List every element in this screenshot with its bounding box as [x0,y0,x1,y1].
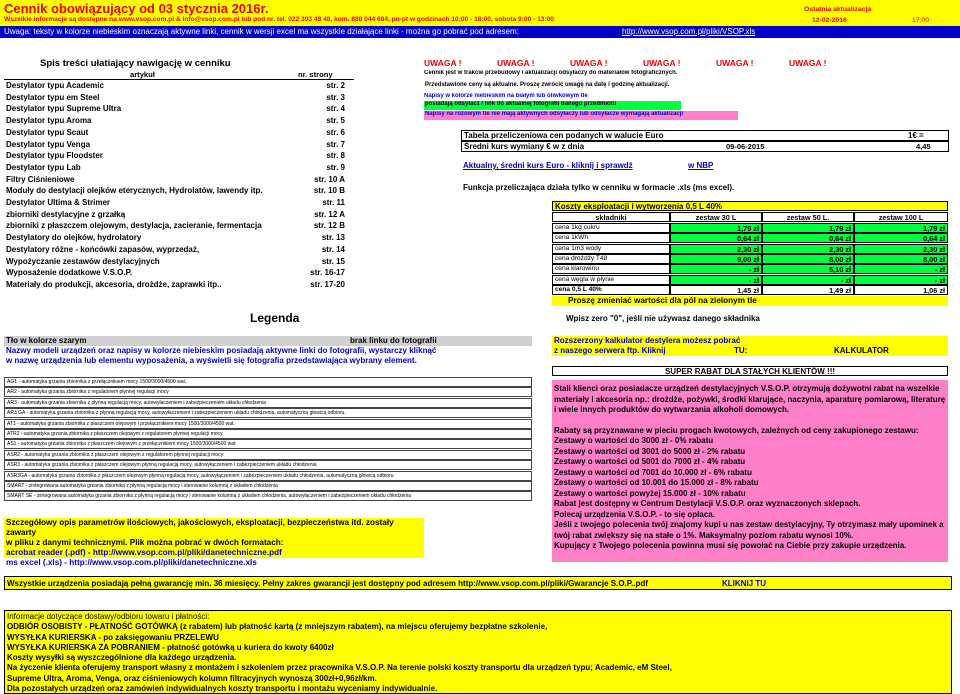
toc-item[interactable] [6,210,351,222]
cost-value: 1,79 zł [762,223,854,233]
cost-value: 9,00 zł [670,254,762,264]
shipping-line: WYSYŁKA KURIERSKA - po zaksięgowaniu PRZELEWU [7,632,219,642]
toc-item-page: str. 5 [326,116,345,126]
euro-link[interactable]: Aktualny, średni kurs Euro - kliknij i sprawdź [463,161,633,170]
toc-item-label: Destylator typu Venga [6,139,91,149]
toc-item-page: str. 13 [321,233,345,243]
promo-tiers [554,436,946,520]
toc-item-label: Materiały do produkcji, akcesoria, drożdże, zaprawki itp.. [6,279,222,289]
cost-value: 0,64 zł [762,233,854,243]
toc-item-label: Destylatory do olejków, hydrolatory [6,233,142,243]
cost-value: - zł [670,275,762,285]
legend-bg-label: Tło w kolorze szarym [6,336,87,345]
toc-item-label: Filtry Ciśnieniowe [6,174,75,184]
promo-tier: Zestawy o wartości powyżej 15.000 zł - 10% rabatu [554,488,746,498]
toc-item[interactable] [6,104,351,116]
warning-label: UWAGA ! [643,58,681,68]
toc-item-page: str. 15 [321,256,345,266]
shipping-line: ODBIÓR OSOBISTY - PŁATNOŚĆ GOTÓWKĄ (z rabatem) lub płatność kartą (z mniejszym rabatem), na miejscu oferujemy bezpłatne szkolenie, [7,622,548,632]
toc-item[interactable] [6,245,351,257]
note-prices [424,81,834,91]
promo-p4: Kupujący z Twojego polecenia powinna musi się powołać na Ciebie przy zakupie urządzenia. [554,541,907,550]
toc-item[interactable] [6,198,351,210]
docs-line-2: w pliku z danymi technicznymi. Plik można pobrać w dwóch formatach: [6,538,284,547]
cost-value: - zł [762,275,854,285]
promo-box [552,380,948,562]
toc-item-page: str. 12 B [313,221,345,231]
rate-value: 4,45 [916,142,931,151]
promo-title: SUPER RABAT DLA STAŁYCH KLIENTÓW !!! [552,366,948,376]
calc-line-2: z naszego serwera ftp. Kliknij [554,346,666,355]
costs-header: zestaw 30 L [670,212,762,222]
cost-item-label: cena 1m3 wody [552,244,670,254]
toc-item[interactable] [6,280,351,292]
toc-item-page: str. 8 [326,151,345,161]
toc-item-label: Wypożyczanie zestawów destylacyjnych [6,256,160,266]
toc-item-label: Destylator typu em Steel [6,92,100,102]
promo-p1: Stali klienci oraz posiadacze urządzeń destylacyjnych V.S.O.P. otrzymują dożywotni rabat na wszelkie materiały i akcesoria np.: drożdże, pożywki, środki klarujące, naczynia, aparaturę pomiarową, literaturę i wiele innych produktów do wytwarzania alkoholi domowych. [554,384,946,414]
promo-tier: Rabat jest dostępny w Centrum Destylacji V.S.O.P. oraz wyznaczonych sklepach. [554,499,861,508]
promo-tier: Zestawy o wartości od 10.001 do 15.000 zł - 8% rabatu [554,478,759,487]
cost-item-label: cena 1kg cukru [552,223,670,233]
toc-item-label: Destylator typu Supreme Ultra [6,104,122,114]
toc-item[interactable] [6,140,351,152]
warranty-text: Wszystkie urządzenia posiadają pełną gwarancję min. 36 miesięcy. Pełny zakres gwarancji jest dostępny pod adresem http://www.vsop.com.pl/pliki/Gwarancje S.O.P..pdf [7,579,648,588]
toc-col-page: nr. strony [298,70,333,79]
toc-item-label: Destylator Ultima & Strimer [6,198,111,207]
cost-value: 0,64 zł [854,233,948,243]
legend-line-2: w nazwę urządzenia lub elementu wyposażenia, a wyświetli się fotografia przedstawiająca wybrany element. [6,356,417,365]
currency-eq: 1€ = [908,131,924,140]
toc-item-page: str. 4 [326,104,345,114]
xls-link[interactable]: http://www.vsop.com.pl/pliki/VSOP.xls [622,27,756,36]
currency-rate-row [461,141,949,152]
toc-item-label: Wyposażenie dodatkowe V.S.O.P. [6,268,133,278]
toc-item-page: str. 7 [326,139,345,149]
toc-divider [4,79,354,80]
cost-item-label: cena drożdży T48 [552,254,670,264]
cost-value: 5,10 zł [762,264,854,274]
last-update-date: 12-02-2016 [812,17,847,24]
promo-p3: Jeśli z twojego polecenia twój znajomy kupi u nas zestaw destylacyjny, Ty otrzymasz mały upominek a twój rabat zwiększy się na stałe o 1%. Maksymalny poziom rabatu wynosi 10%. [554,520,944,540]
legend-title: Legenda [250,311,300,325]
shipping-box [4,610,952,694]
warning-row [424,58,960,68]
toc-item-page: str. 10 B [313,186,345,196]
note-rebuild: Cennik jest w trakcie przebudowy i aktualizacji odsyłaczy do materiałów fotograficznych. [424,70,678,76]
legend-code: AG1 - automatyka grzania zbiornika z przełącznikiem mocy 1500/3000/4500 wat, [4,377,532,387]
shipping-line: WYSYŁKA KURIERSKA ZA POBRANIEM - płatność gotówką u kuriera do kwoty 6400zł [7,642,334,652]
cost-item-label: cena klarowinu [552,264,670,274]
toc-item-page: str. 9 [326,162,345,172]
promo-tier: Zestawy o wartości od 5001 do 7000 zł - 4% rabatu [554,457,746,466]
costs-title: Koszty eksploatacji i wytworzenia 0,5 L 40% [552,201,948,211]
toc-item[interactable] [6,93,351,105]
promo-tier: Polecaj urządzenia V.S.O.P. - to się opłaca. [554,509,715,519]
toc-item[interactable] [6,257,351,269]
legend-code: AS1 - automatyka grzania zbiornika z płaszczem olejowym z przełącznikiem mocy 1500/3000/4500 wat [4,439,532,449]
toc-item[interactable] [6,151,351,163]
toc-item[interactable] [6,221,351,233]
note-link: posiadają odsyłacz / link do aktualnej fotografii danego przedmiotu [424,101,681,110]
cost-value: 0,64 zł [670,233,762,243]
toc-item-label: zbiorniki z płaszczem olejowym, destylacja, zacieranie, fermentacja [6,221,262,231]
legend-code: ASR3 - automatyka grzania zbiornika z płaszczem olejowym płynną regulacją mocy, autowyłączeniem i zabezpieczeniem układu chłodzenia [4,460,532,470]
promo-p2: Rabaty są przyznawane w pieciu progach kwotowych, zależnych od ceny zakupionego zestawu: [554,425,919,435]
cost-value: 2,30 zł [762,244,854,254]
toc-item-page: str. 3 [326,92,345,102]
toc-item[interactable] [6,116,351,128]
toc-item-label: zbiorniki destylacyjne z grzałką [6,209,126,219]
cost-value: 2,30 zł [854,244,948,254]
promo-tier: Zestawy o wartości od 3001 do 5000 zł - 2% rabatu [554,446,746,456]
cost-value: 8,00 zł [854,254,948,264]
cost-item-label: cena 1kWh [552,233,670,243]
docs-xls-link[interactable]: ms excel (.xls) - http://www.vsop.com.pl/pliki/danetechniczne.xls [6,558,257,567]
cost-value: 2,30 zł [670,244,762,254]
toc-item-label: Destylatory różne - końcówki zapasów, wyprzedaż, [6,244,200,254]
calc-tu: TU: [734,346,748,355]
toc-item-label: Destylator typu Lab [6,162,81,172]
cost-value: 1,79 zł [670,223,762,233]
toc-item[interactable] [6,128,351,140]
toc-item-label: Destylator typu Academic [6,81,104,90]
warning-label: UWAGA ! [570,58,608,68]
toc-title: Spis treści ułatiający nawigację w cenniku [40,58,231,69]
calc-line-1: Rozszerzony kalkulator destylera możesz pobrać [554,336,741,345]
promo-tier: Zestawy o wartości od 7001 do 10.000 zł - 6% rabatu [554,467,752,477]
docs-pdf-link[interactable]: acrobat reader (.pdf) - http://www.vsop.com.pl/pliki/danetechniczne.pdf [6,548,282,557]
legend-code: AR3 GA - automatyka grzania zbiornika z płynną regulacją mocy, autowyłaczeniem i zabezpieczeniem układu chłodzenia, automatyczną głowicą odbioru. [4,408,532,418]
shipping-line: Supreme Ultra, Aroma, Venga, oraz ciśnieniowych kolumn filtracyjnych wynoszą 300zł+0,96zł/km. [7,673,377,683]
notice-bar [0,26,960,38]
warning-label: UWAGA ! [789,58,827,68]
calc-link[interactable]: KALKULATOR [834,346,889,355]
cost-item-label: cena 0,5 L 40% [552,285,670,295]
warranty-bar [4,576,952,590]
legend-bg-value: brak linku do fotografii [350,336,437,345]
toc-item-label: Moduły do destylacji olejków eterycznych, Hydrolatów, lawendy itp. [6,186,263,196]
note-pink: Napisy na różowym tle nie mają aktywnych odsyłaczy lub odsyłacze wymagają aktualizacji [424,111,738,120]
promo-tier: Zestawy o wartości do 3000 zł - 0% rabatu [554,436,714,445]
toc-item-label: Destylator typu Aroma [6,116,92,126]
warning-label: UWAGA ! [424,58,462,68]
toc-item-page: str. 6 [326,127,345,137]
toc-item-label: Destylator typu Floodster [6,151,103,161]
toc-item[interactable] [6,81,351,93]
legend-code: SMART - zintegrowana automatyka grzania zbiornika z płynną regulacją mocy i sterowanie kolumną z układem chłodzenia [4,481,532,491]
costs-note-green: Proszę zmieniać wartości dla pól na zielonym tle [552,296,948,306]
xls-note: Funkcja przeliczająca działa tylko w cenniku w formacie .xls (ms excel). [463,183,735,192]
legend-code: ASR3GA - automatyka grzania zbiornika z płaszczem olejowym płynną regulacją mocy, autowyłączeniem i zabezpieczeniem układu chłodzenia, automatyczną głowicą odbioru [4,471,532,481]
toc-item-page: str. 12 A [314,209,345,219]
cost-value: 1,49 zł [762,285,854,295]
page-title: Cennik obowiązujący od 03 stycznia 2016r. [4,1,269,16]
nbp-link[interactable]: w NBP [688,161,714,170]
note-blue: Napisy w kolorze niebieskim na białym lub oliwkowym tle [424,93,588,99]
toc-item[interactable] [6,268,351,280]
legend-code: AT1 - automatyka grzania zbiornika z płaszczem olejowym i przełącznikiem mocy 1500/3000/4500 wat, [4,419,532,429]
toc-col-item: artykuł [130,70,155,79]
toc-item-page: str. 14 [321,244,345,254]
shipping-line: Koszty wysyłki są wyszczególnione dla każdego urządzenia. [7,653,237,663]
legend-bg-row [4,336,532,346]
legend-line-1: Nazwy modeli urządzeń oraz napisy w kolorze niebieskim posiadają aktywne linki do fotografii, wystarczy kliknąć [6,346,437,355]
toc-item-page: str. 10 A [314,174,345,184]
cost-value: 8,00 zł [762,254,854,264]
cost-item-label: cena węgla w płynie [552,275,670,285]
toc-item-page: str. 16-17 [310,268,345,278]
cost-value: 1,79 zł [854,223,948,233]
costs-header: zestaw 100 L [854,212,948,222]
last-update-time: 17:00 [912,17,930,24]
toc-item-page: str. 2 [326,81,345,90]
warning-label: UWAGA ! [497,58,535,68]
costs-header: składniki [552,212,670,222]
rate-date: 09-06-2015 [726,142,765,151]
shipping-line: Na życzenie klienta oferujemy transport własny z montażem i szkoleniem przez pracownika V.S.O.P. Na terenie polski koszty transportu dla urządzeń typu; Academic, eM Steel, [7,663,672,673]
legend-code: AR2 - automatyka grzania zbiornika z regulatorem płynnej regulacji mocy [4,387,532,397]
legend-code: AR3 - automatyka grzania zbiornika z płynną regulacją mocy, autowyłaczeniem i zabezpieczeniem układu chłodzenia [4,398,532,408]
cost-value: 1,45 zł [670,285,762,295]
currency-title-row [461,130,949,141]
cost-value: - zł [854,275,948,285]
legend-code: ASR2 - automatyka grzania zbiornika z płaszczem olejowym z regulatorem płynnej regulacji mocy [4,450,532,460]
legend-code: SMART SE - zintegrowana automatyka grzania zbiornika z płynną regulacją mocy i sterowanie kolumną z układem chłodzenia, autowyłączeniem i zabezpieczeniem układu chłodzenia [4,491,532,501]
toc-item-label: Destylator typu Scaut [6,127,89,137]
contact-line: Wszelkie informacje są dostępne na www.vsop.com.pl & info@vsop.com.pl lub pod nr. tel. 022 393 48 48, kom. 888 044 684, pn-pt w godzinach 10:00 - 18:00, sobota 9:00 - 13:00 [4,16,554,23]
toc-item[interactable] [6,163,351,175]
toc-item-page: str. 17-20 [310,279,345,289]
cost-value: - zł [670,264,762,274]
note-prices-text: Przedstawione ceny są aktualne. Proszę zwrócić uwagę na datę i godzinę aktualizacji. [425,82,670,88]
last-update-label: Ostatnia aktualizacja [804,6,872,13]
docs-line-1: Szczegółowy opis parametrów ilościowych, jakościowych, eksploatacji, bezpieczeństwa itd. zostały zawarty [6,518,394,537]
warning-label: UWAGA ! [716,58,754,68]
cost-value: - zł [854,264,948,274]
toc-item-page: str. 11 [322,198,345,207]
legend-code: ATR2 - automatyka grzania zbiornika z płaszczem olejowym z regulatorem płynnej regulacji mocy [4,429,532,439]
calculator-box [552,336,948,356]
currency-title: Tabela przeliczeniowa cen podanych w walucie Euro [464,131,664,140]
toc-item[interactable] [6,233,351,245]
toc-item[interactable] [6,175,351,187]
warranty-link[interactable]: KLIKNIJ TU [722,579,766,588]
costs-header: zestaw 50 L. [762,212,854,222]
rate-label: Średni kurs wymiany € w z dnia [464,142,585,151]
shipping-line: Informacje dotyczące dostawy/odbioru towaru i płatności: [7,612,210,621]
toc-item[interactable] [6,186,351,198]
shipping-line: Dla pozostałych urządzeń oraz zamówień indywidualnych koszty transportu i montażu wyceniamy indywidualnie. [7,684,438,694]
notice-text: Uwaga: teksty w kolorze niebieskim oznaczają aktywne linki, cennik w wersji excel ma wszystkie działające linki - można go pobrać pod adresem: [4,27,519,36]
costs-note-zero: Wpisz zero "0", jeśli nie używasz danego składnika [566,314,760,323]
docs-box [4,518,424,567]
cost-value: 1,06 zł [854,285,948,295]
